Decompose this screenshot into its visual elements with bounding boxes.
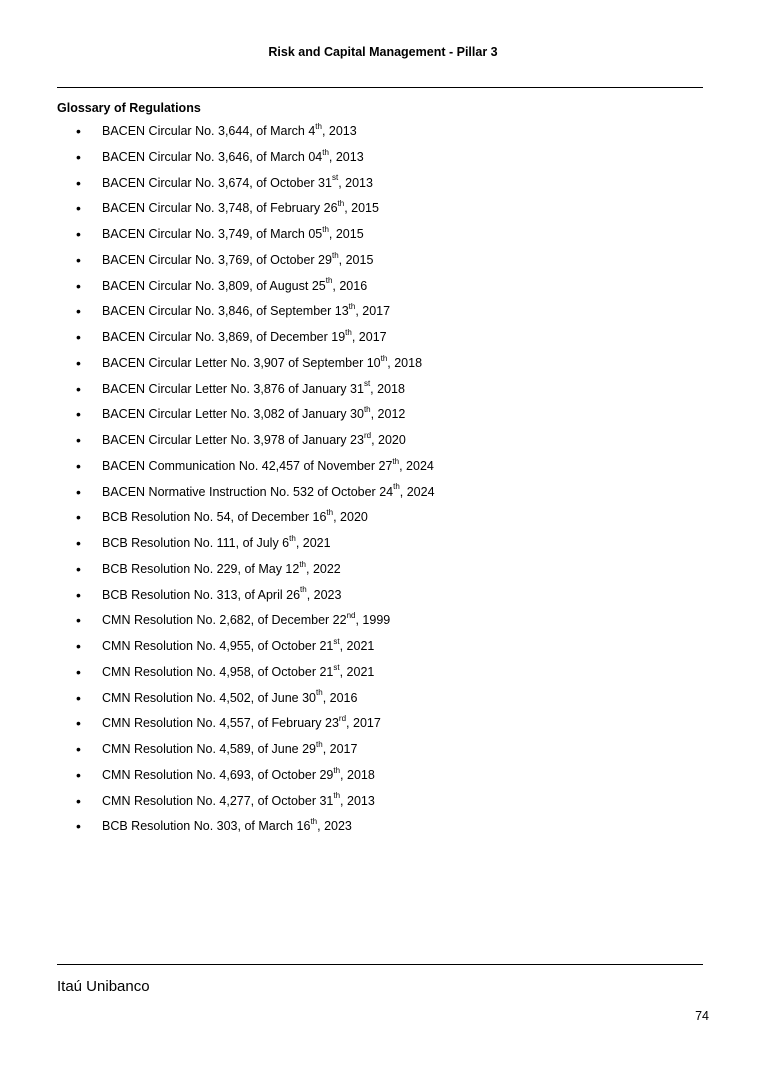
regulation-year: , 2023 [317,819,352,834]
regulation-year: , 2015 [338,252,374,267]
list-item [0,174,766,200]
regulation-text-main: CMN Resolution No. 4,955, of October 21 [102,639,334,653]
list-item [0,483,766,509]
regulation-ordinal-suffix: th [393,482,400,492]
regulation-ordinal-suffix: th [310,817,318,827]
regulation-text-main: CMN Resolution No. 4,277, of October 31 [102,793,334,808]
regulation-year: , 2017 [346,716,381,731]
list-item [0,714,766,740]
regulation-year: , 2013 [321,124,357,138]
regulation-text [102,199,379,217]
regulation-year: , 2024 [399,458,434,473]
regulation-year: , 2013 [328,149,364,164]
regulation-ordinal-suffix: st [363,379,371,389]
list-item [0,225,766,251]
regulation-text-main: CMN Resolution No. 4,502, of June 30 [102,690,317,705]
regulation-year: , 2020 [371,433,406,447]
regulation-text [102,431,406,449]
bullet-icon: • [76,612,81,629]
list-item [0,663,766,689]
regulation-text [102,611,390,629]
regulation-year: , 2021 [339,639,375,653]
regulation-text [102,354,422,372]
bullet-icon: • [76,432,81,448]
list-item [0,560,766,586]
regulation-text-main: BACEN Circular No. 3,646, of March 04 [102,149,323,164]
regulation-year: , 2022 [306,561,341,576]
regulation-text [102,792,375,810]
list-item [0,199,766,225]
regulation-year: , 2012 [370,407,406,422]
regulation-text-main: BACEN Circular No. 3,644, of March 4 [102,124,316,138]
regulation-ordinal-suffix: rd [363,430,372,440]
regulation-ordinal-suffix: st [333,662,340,672]
regulation-text [102,277,367,295]
bullet-icon: • [76,329,81,345]
bullet-icon: • [76,123,81,139]
regulation-ordinal-suffix: th [300,585,307,595]
regulation-text-main: BACEN Circular No. 3,769, of October 29 [102,252,332,267]
regulation-ordinal-suffix: th [299,559,306,569]
regulation-ordinal-suffix: st [331,173,339,183]
regulation-text-main: BACEN Circular No. 3,869, of December 19 [102,330,346,344]
section-title: Glossary of Regulations [57,101,201,115]
regulation-year: , 2016 [322,690,358,705]
regulation-year: , 2017 [322,742,358,756]
list-item [0,766,766,792]
regulation-text [102,328,387,346]
regulation-text [102,560,341,578]
bullet-icon: • [76,818,81,835]
regulation-year: , 2017 [351,330,387,344]
bullet-icon: • [76,483,81,500]
regulation-text [102,637,374,655]
regulation-text [102,148,364,166]
regulation-text [102,508,368,526]
bullet-icon: • [76,148,81,165]
regulation-ordinal-suffix: th [316,688,323,698]
bullet-icon: • [76,406,81,423]
list-item [0,792,766,818]
list-item [0,431,766,457]
regulation-year: , 1999 [355,613,391,628]
regulation-ordinal-suffix: th [392,456,400,466]
list-item [0,122,766,148]
list-item [0,148,766,174]
regulation-year: , 2021 [339,664,375,679]
regulation-text [102,663,374,681]
list-item [0,611,766,637]
regulation-year: , 2013 [340,793,375,808]
regulation-ordinal-suffix: nd [346,611,356,621]
bullet-icon: • [76,251,81,268]
regulation-text [102,174,373,192]
bullet-icon: • [76,200,81,217]
regulation-text [102,586,341,604]
bullet-icon: • [76,560,81,577]
bullet-icon: • [76,741,81,757]
regulation-ordinal-suffix: st [333,636,340,646]
list-item [0,328,766,354]
list-item [0,457,766,483]
regulation-ordinal-suffix: th [345,327,352,337]
regulation-ordinal-suffix: th [326,508,334,518]
regulation-year: , 2013 [338,175,373,190]
regulation-year: , 2018 [370,381,405,396]
regulation-text-main: BACEN Circular Letter No. 3,978 of January 23 [102,433,364,447]
page-number: 74 [695,1009,709,1023]
bullet-icon: • [76,586,81,603]
regulation-ordinal-suffix: th [315,121,322,131]
regulation-text-main: BCB Resolution No. 54, of December 16 [102,510,327,525]
regulation-year: , 2018 [340,767,375,782]
regulation-text-main: BACEN Circular No. 3,809, of August 25 [102,278,326,293]
bullet-icon: • [76,535,81,551]
regulation-text-main: BACEN Circular Letter No. 3,876 of January 31 [102,381,364,396]
header-divider [57,87,703,88]
regulation-year: , 2023 [306,587,342,602]
regulation-text-main: CMN Resolution No. 4,557, of February 23 [102,716,339,731]
regulation-text-main: BACEN Communication No. 42,457 of November 27 [102,458,393,473]
bullet-icon: • [76,174,81,191]
regulation-text [102,817,352,835]
regulation-ordinal-suffix: rd [338,714,347,724]
regulation-text-main: BACEN Circular No. 3,748, of February 26 [102,201,338,216]
regulation-text [102,251,373,269]
list-item [0,586,766,612]
footer-divider [57,964,703,965]
list-item [0,534,766,560]
regulation-text-main: CMN Resolution No. 4,589, of June 29 [102,742,317,756]
list-item [0,637,766,663]
regulation-ordinal-suffix: th [322,147,329,157]
regulation-text-main: BACEN Circular No. 3,674, of October 31 [102,175,332,190]
regulation-ordinal-suffix: th [333,765,341,775]
regulation-text-main: BACEN Circular Letter No. 3,907 of September 10 [102,355,381,370]
regulation-text-main: CMN Resolution No. 4,958, of October 21 [102,664,334,679]
bullet-icon: • [76,766,81,783]
bullet-icon: • [76,277,81,294]
regulation-text [102,766,375,784]
regulation-text-main: BCB Resolution No. 313, of April 26 [102,587,301,602]
regulation-text-main: CMN Resolution No. 4,693, of October 29 [102,767,334,782]
regulation-ordinal-suffix: th [316,739,323,749]
list-item [0,251,766,277]
list-item [0,405,766,431]
regulation-ordinal-suffix: th [348,302,356,312]
regulation-text [102,405,405,423]
bullet-icon: • [76,638,81,654]
list-item [0,740,766,766]
bullet-icon: • [76,509,81,526]
regulation-text [102,457,434,475]
list-item [0,380,766,406]
regulation-text-main: BACEN Circular No. 3,749, of March 05 [102,227,323,241]
bullet-icon: • [76,689,81,706]
regulation-year: , 2018 [387,355,423,370]
regulation-text-main: BCB Resolution No. 111, of July 6 [102,536,290,550]
regulation-text [102,689,357,707]
regulation-ordinal-suffix: th [331,250,339,260]
list-item [0,689,766,715]
bullet-icon: • [76,792,81,809]
regulation-ordinal-suffix: th [380,353,388,363]
regulation-year: , 2017 [355,304,391,319]
regulation-ordinal-suffix: th [289,533,296,543]
bullet-icon: • [76,663,81,680]
regulation-ordinal-suffix: th [322,224,329,234]
regulation-text-main: BACEN Circular No. 3,846, of September 13 [102,304,349,319]
regulation-text [102,483,435,501]
bullet-icon: • [76,354,81,371]
page-header-title: Risk and Capital Management - Pillar 3 [268,45,498,59]
bullet-icon: • [76,226,81,242]
regulation-year: , 2021 [295,536,331,550]
list-item [0,277,766,303]
regulation-ordinal-suffix: th [325,276,333,286]
regulation-text [102,122,357,140]
regulation-year: , 2020 [333,510,368,525]
regulation-text-main: CMN Resolution No. 2,682, of December 22 [102,613,347,628]
regulation-year: , 2015 [344,201,379,216]
regulation-text-main: BCB Resolution No. 303, of March 16 [102,819,311,834]
regulation-ordinal-suffix: th [363,405,371,415]
regulation-text [102,714,381,732]
regulation-year: , 2024 [399,484,435,499]
regulation-year: , 2015 [328,227,364,241]
bullet-icon: • [76,457,81,474]
bullet-icon: • [76,380,81,397]
regulation-text [102,380,405,398]
footer-company-name: Itaú Unibanco [57,978,150,995]
regulation-text-main: BCB Resolution No. 229, of May 12 [102,561,300,576]
list-item [0,354,766,380]
list-item [0,302,766,328]
regulation-text [102,225,364,243]
regulation-text-main: BACEN Circular Letter No. 3,082 of January 30 [102,407,364,422]
regulation-ordinal-suffix: th [333,791,341,801]
list-item [0,817,766,843]
bullet-icon: • [76,715,81,732]
regulation-text [102,302,390,320]
regulation-year: , 2016 [332,278,368,293]
regulation-text-main: BACEN Normative Instruction No. 532 of October 24 [102,484,394,499]
list-item [0,508,766,534]
regulation-text [102,740,357,758]
bullet-icon: • [76,303,81,320]
regulation-text [102,534,331,552]
regulation-ordinal-suffix: th [337,199,345,209]
regulations-list [0,122,766,843]
